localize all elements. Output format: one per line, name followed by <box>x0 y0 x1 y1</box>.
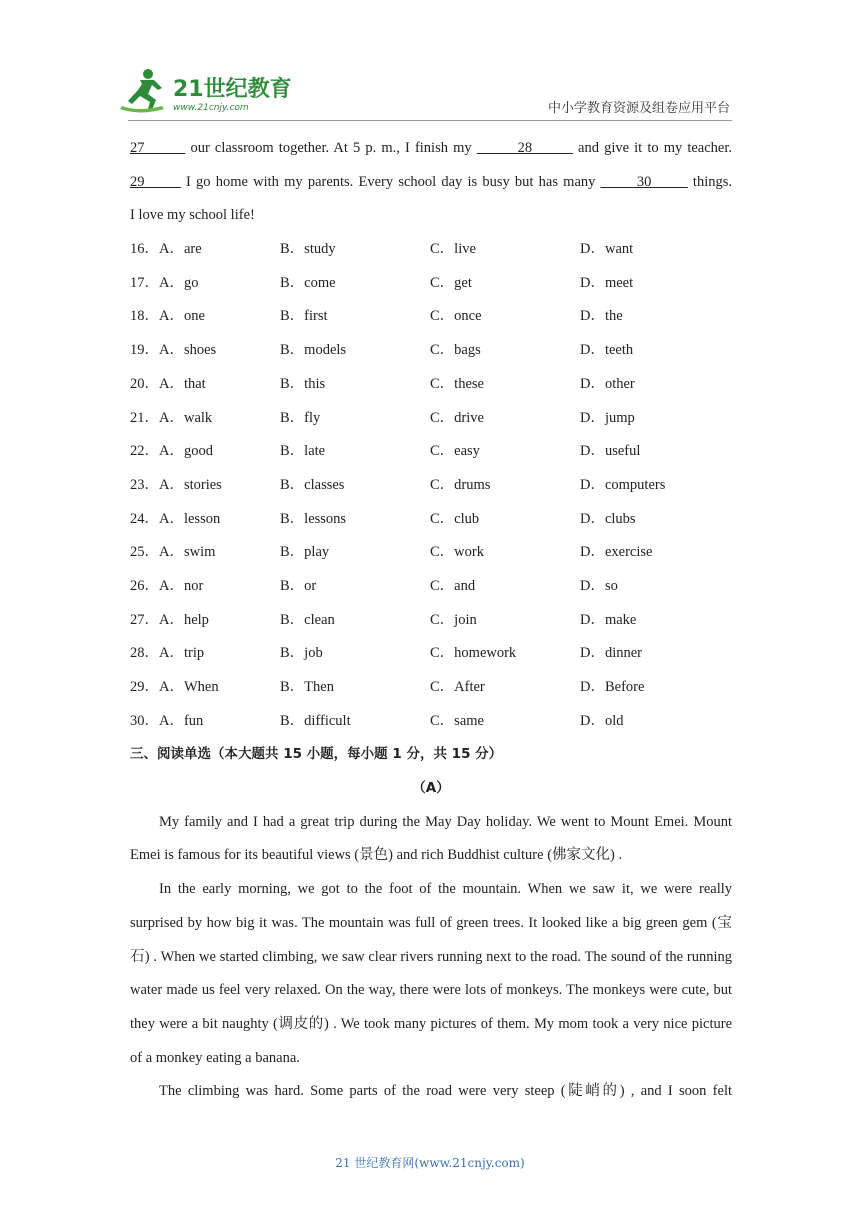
option-d: D．so <box>580 577 618 594</box>
question-row <box>130 570 732 604</box>
header-divider <box>128 120 732 121</box>
option-c: C．After <box>430 679 485 695</box>
option-c: C．these <box>430 375 484 392</box>
option-b: B．come <box>280 274 336 291</box>
question-list <box>130 233 732 738</box>
option-d: D．dinner <box>580 645 643 662</box>
question-row <box>130 267 732 301</box>
option-c: C．drums <box>430 476 491 493</box>
cloze-line-2: 29 I go home with my parents. Every school day is busy but has many 30 things. <box>130 173 732 190</box>
option-c: C．and <box>430 577 476 594</box>
option-b: B．this <box>280 375 326 392</box>
option-b: B．Then <box>280 679 334 695</box>
option-c: C．club <box>430 510 480 527</box>
page-footer: 21 世纪教育网(www.21cnjy.com) <box>335 1156 525 1170</box>
option-b: B．fly <box>280 409 321 426</box>
option-a: 24．A．lesson <box>130 510 221 527</box>
option-a: 19．A．shoes <box>130 342 217 359</box>
option-c: C．work <box>430 544 484 561</box>
passage-paragraph-2: In the early morning, we got to the foot of the mountain. When we saw it, we were really surprised by how big it was. The mountain was full of green trees. It looked like a big green gem (宝石) . When we started climbing, we saw clear rivers running next to the road. The sound of the running water made us feel very relaxed. On the way, there were lots of monkeys. The monkeys were cute, but they were a bit naughty (调皮的) . We took many pictures of them. My mom took a very nice picture of a monkey eating a banana. <box>130 881 732 1066</box>
question-row <box>130 402 732 436</box>
option-c: C．once <box>430 308 482 325</box>
page-header <box>0 0 860 130</box>
section-title: 三、阅读单选（本大题共 15 小题，每小题 1 分，共 15 分） <box>130 746 503 763</box>
question-row <box>130 368 732 402</box>
option-d: D．exercise <box>580 544 653 561</box>
logo-url: www.21cnjy.com <box>173 103 249 113</box>
option-a: 25．A．swim <box>130 544 216 561</box>
option-a: 29．A．When <box>130 679 219 695</box>
option-d: D．want <box>580 241 634 258</box>
passage-paragraph-3: The climbing was hard. Some parts of the road were very steep (陡峭的) , and I soon felt <box>159 1083 732 1100</box>
question-row <box>130 604 732 638</box>
option-a: 27．A．help <box>130 611 209 628</box>
option-d: D．meet <box>580 274 634 291</box>
question-row <box>130 536 732 570</box>
runner-icon <box>120 69 164 113</box>
passage-label: （A） <box>412 780 450 797</box>
question-row <box>130 334 732 368</box>
blank-28: 28 <box>517 140 533 156</box>
document-body <box>130 132 732 1109</box>
option-c: C．join <box>430 611 477 628</box>
option-d: D．make <box>580 611 637 628</box>
option-a: 16．A．are <box>130 241 202 258</box>
option-c: C．drive <box>430 409 484 426</box>
option-b: B．first <box>280 308 328 325</box>
option-b: B．study <box>280 241 336 258</box>
option-a: 20．A．that <box>130 375 206 392</box>
option-d: D．teeth <box>580 342 634 359</box>
blank-30: 30 <box>636 173 652 190</box>
option-d: D．Before <box>580 679 645 695</box>
option-d: D．computers <box>580 476 666 493</box>
cloze-line-3: I love my school life! <box>130 207 255 224</box>
site-logo <box>118 66 293 116</box>
question-row <box>130 705 732 739</box>
option-a: 23．A．stories <box>130 476 222 493</box>
option-b: B．difficult <box>280 712 351 729</box>
option-a: 18．A．one <box>130 308 205 325</box>
option-c: C．bags <box>430 342 481 359</box>
option-a: 22．A．good <box>130 443 213 460</box>
option-c: C．homework <box>430 645 517 662</box>
question-row <box>130 233 732 267</box>
question-row <box>130 637 732 671</box>
option-a: 28．A．trip <box>130 645 205 662</box>
blank-29: 29 <box>130 173 145 190</box>
option-c: C．live <box>430 241 476 258</box>
option-b: B．classes <box>280 476 345 493</box>
option-d: D．jump <box>580 409 635 426</box>
question-row <box>130 671 732 705</box>
option-b: B．or <box>280 577 317 594</box>
passage-paragraph-1: My family and I had a great trip during the May Day holiday. We went to Mount Emei. Mount Emei is famous for its beautiful views (景色) and rich Buddhist culture (佛家文化) . <box>130 813 732 864</box>
question-row <box>130 300 732 334</box>
option-c: C．easy <box>430 443 480 460</box>
option-a: 21．A．walk <box>130 409 213 426</box>
option-d: D．other <box>580 375 635 392</box>
question-row <box>130 503 732 537</box>
option-a: 30．A．fun <box>130 712 204 729</box>
question-row <box>130 435 732 469</box>
option-d: D．clubs <box>580 510 636 527</box>
header-platform-name: 中小学教育资源及组卷应用平台 <box>547 101 730 116</box>
cloze-line-1: 27 our classroom together. At 5 p. m., I finish my 28 and give it to my teacher. <box>130 140 733 156</box>
option-d: D．useful <box>580 443 641 460</box>
option-a: 26．A．nor <box>130 577 204 594</box>
option-c: C．get <box>430 274 472 291</box>
option-b: B．lessons <box>280 510 347 527</box>
option-d: D．the <box>580 308 623 325</box>
option-b: B．play <box>280 544 330 561</box>
blank-27: 27 <box>130 140 145 156</box>
option-a: 17．A．go <box>130 274 199 291</box>
option-c: C．same <box>430 712 484 729</box>
logo-text: 21世纪教育 <box>173 77 292 102</box>
option-d: D．old <box>580 712 624 729</box>
option-b: B．late <box>280 443 326 460</box>
option-b: B．clean <box>280 611 335 628</box>
option-b: B．job <box>280 645 323 662</box>
question-row <box>130 469 732 503</box>
option-b: B．models <box>280 342 347 359</box>
